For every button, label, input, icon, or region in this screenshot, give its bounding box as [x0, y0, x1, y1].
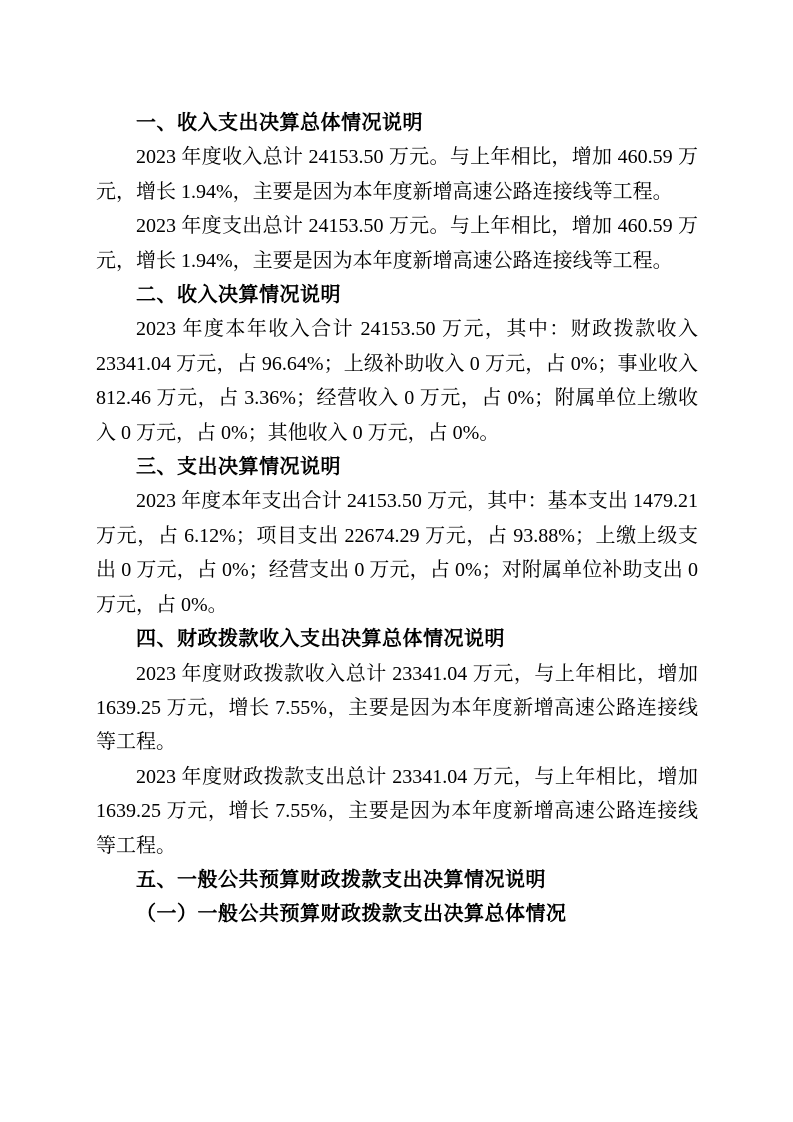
section-5-heading: 五、一般公共预算财政拨款支出决算情况说明: [136, 868, 546, 891]
section-2-heading: 二、收入决算情况说明: [136, 284, 341, 307]
section-4-heading: 四、财政拨款收入支出决算总体情况说明: [136, 628, 505, 651]
section-1-paragraph-1: 2023 年度收入总计 24153.50 万元。与上年相比，增加 460.59 万元，增长 1.94%，主要是因为本年度新增高速公路连接线等工程。: [96, 146, 698, 203]
section-general-public-budget-expenditure: [96, 863, 698, 932]
section-income-final-accounts: [96, 278, 698, 450]
section-income-expenditure-overview: [96, 106, 698, 278]
section-3-heading: 三、支出决算情况说明: [136, 456, 341, 479]
section-4-paragraph-1: 2023 年度财政拨款收入总计 23341.04 万元，与上年相比，增加 1639.25 万元，增长 7.55%，主要是因为本年度新增高速公路连接线等工程。: [96, 662, 698, 754]
section-1-heading: 一、收入支出决算总体情况说明: [136, 112, 423, 134]
section-4-paragraph-2: 2023 年度财政拨款支出总计 23341.04 万元，与上年相比，增加 1639.25 万元，增长 7.55%，主要是因为本年度新增高速公路连接线等工程。: [96, 765, 698, 857]
section-2-paragraph-1: 2023 年度本年收入合计 24153.50 万元，其中：财政拨款收入 23341.04 万元，占 96.64%；上级补助收入 0 万元，占 0%；事业收入 812.46 万元，占 3.36%；经营收入 0 万元，占 0%；附属单位上缴收入 0 万元，占 0%；其他收入 0 万元，占 0%。: [96, 318, 698, 444]
section-fiscal-appropriation-overview: [96, 622, 698, 863]
section-5-subheading: （一）一般公共预算财政拨款支出决算总体情况: [136, 903, 567, 926]
section-1-paragraph-2: 2023 年度支出总计 24153.50 万元。与上年相比，增加 460.59 万元，增长 1.94%，主要是因为本年度新增高速公路连接线等工程。: [96, 215, 698, 272]
section-3-paragraph-1: 2023 年度本年支出合计 24153.50 万元，其中：基本支出 1479.21 万元，占 6.12%；项目支出 22674.29 万元，占 93.88%；上缴上级支出 0 万元，占 0%；经营支出 0 万元，占 0%；对附属单位补助支出 0 万元，占 0%。: [96, 490, 698, 616]
document-content: [96, 106, 698, 932]
section-expenditure-final-accounts: [96, 450, 698, 622]
